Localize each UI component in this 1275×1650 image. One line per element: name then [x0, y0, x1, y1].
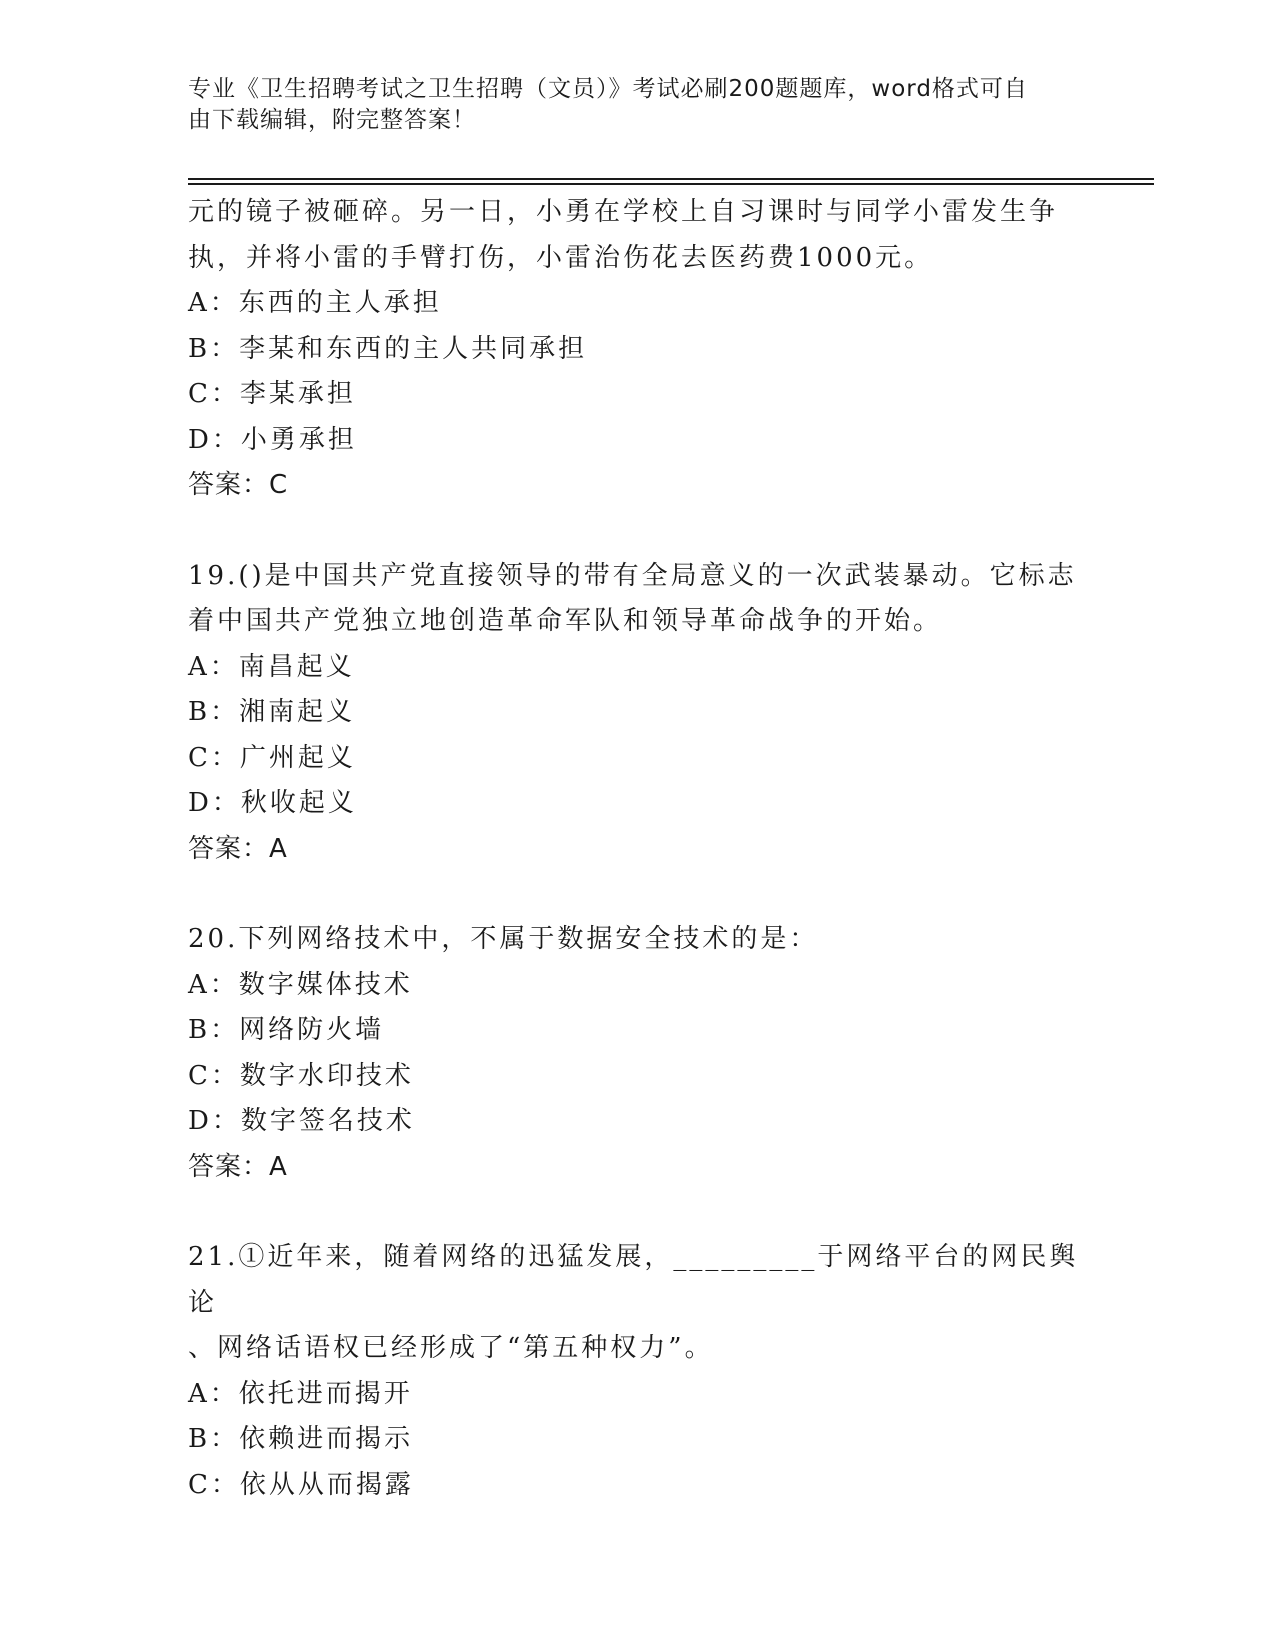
- option-c: C：依从从而揭露: [188, 1469, 414, 1500]
- header-line-1: 专业《卫生招聘考试之卫生招聘（文员）》考试必刷200题题库，word格式可自: [188, 76, 1028, 102]
- option-b: B：依赖进而揭示: [188, 1424, 414, 1454]
- document-body: [188, 190, 1088, 1508]
- question-text-line: 19.()是中国共产党直接领导的带有全局意义的一次武装暴动。它标志: [188, 560, 1077, 591]
- option-c: C：李某承担: [188, 379, 356, 409]
- question-21: [188, 1235, 1088, 1508]
- question-20: [188, 917, 1088, 1190]
- answer-line: 答案：A: [188, 833, 288, 864]
- option-a: A：南昌起义: [188, 651, 355, 682]
- option-a: A：东西的主人承担: [188, 288, 442, 318]
- option-c: C：广州起义: [188, 742, 356, 773]
- option-c: C：数字水印技术: [188, 1060, 414, 1091]
- header-line-2: 由下载编辑，附完整答案！: [188, 107, 476, 133]
- question-18-continued: [188, 190, 1088, 509]
- question-text-line: 着中国共产党独立地创造革命军队和领导革命战争的开始。: [188, 606, 943, 636]
- option-b: B：湘南起义: [188, 697, 356, 727]
- answer-line: 答案：A: [188, 1151, 288, 1182]
- question-text-line: 执，并将小雷的手臂打伤，小雷治伤花去医药费1000元。: [188, 242, 934, 273]
- question-19: [188, 554, 1088, 873]
- option-d: D：秋收起义: [188, 788, 357, 818]
- option-a: A：数字媒体技术: [188, 969, 413, 1000]
- question-text-line: 、网络话语权已经形成了“第五种权力”。: [188, 1333, 714, 1363]
- header-rule-top: [188, 178, 1154, 180]
- option-d: D：数字签名技术: [188, 1106, 415, 1136]
- header-rule-bottom: [188, 183, 1154, 185]
- answer-line: 答案：C: [188, 470, 289, 500]
- document-header: [188, 74, 1068, 136]
- option-a: A：依托进而揭开: [188, 1378, 413, 1409]
- question-text-line: 元的镜子被砸碎。另一日，小勇在学校上自习课时与同学小雷发生争: [188, 197, 1059, 227]
- option-b: B：李某和东西的主人共同承担: [188, 333, 588, 364]
- option-d: D：小勇承担: [188, 424, 357, 455]
- question-text-line: 21.①近年来，随着网络的迅猛发展，_________于网络平台的网民舆论: [188, 1242, 1079, 1318]
- question-text-line: 20.下列网络技术中，不属于数据安全技术的是：: [188, 924, 819, 954]
- option-b: B：网络防火墙: [188, 1015, 385, 1045]
